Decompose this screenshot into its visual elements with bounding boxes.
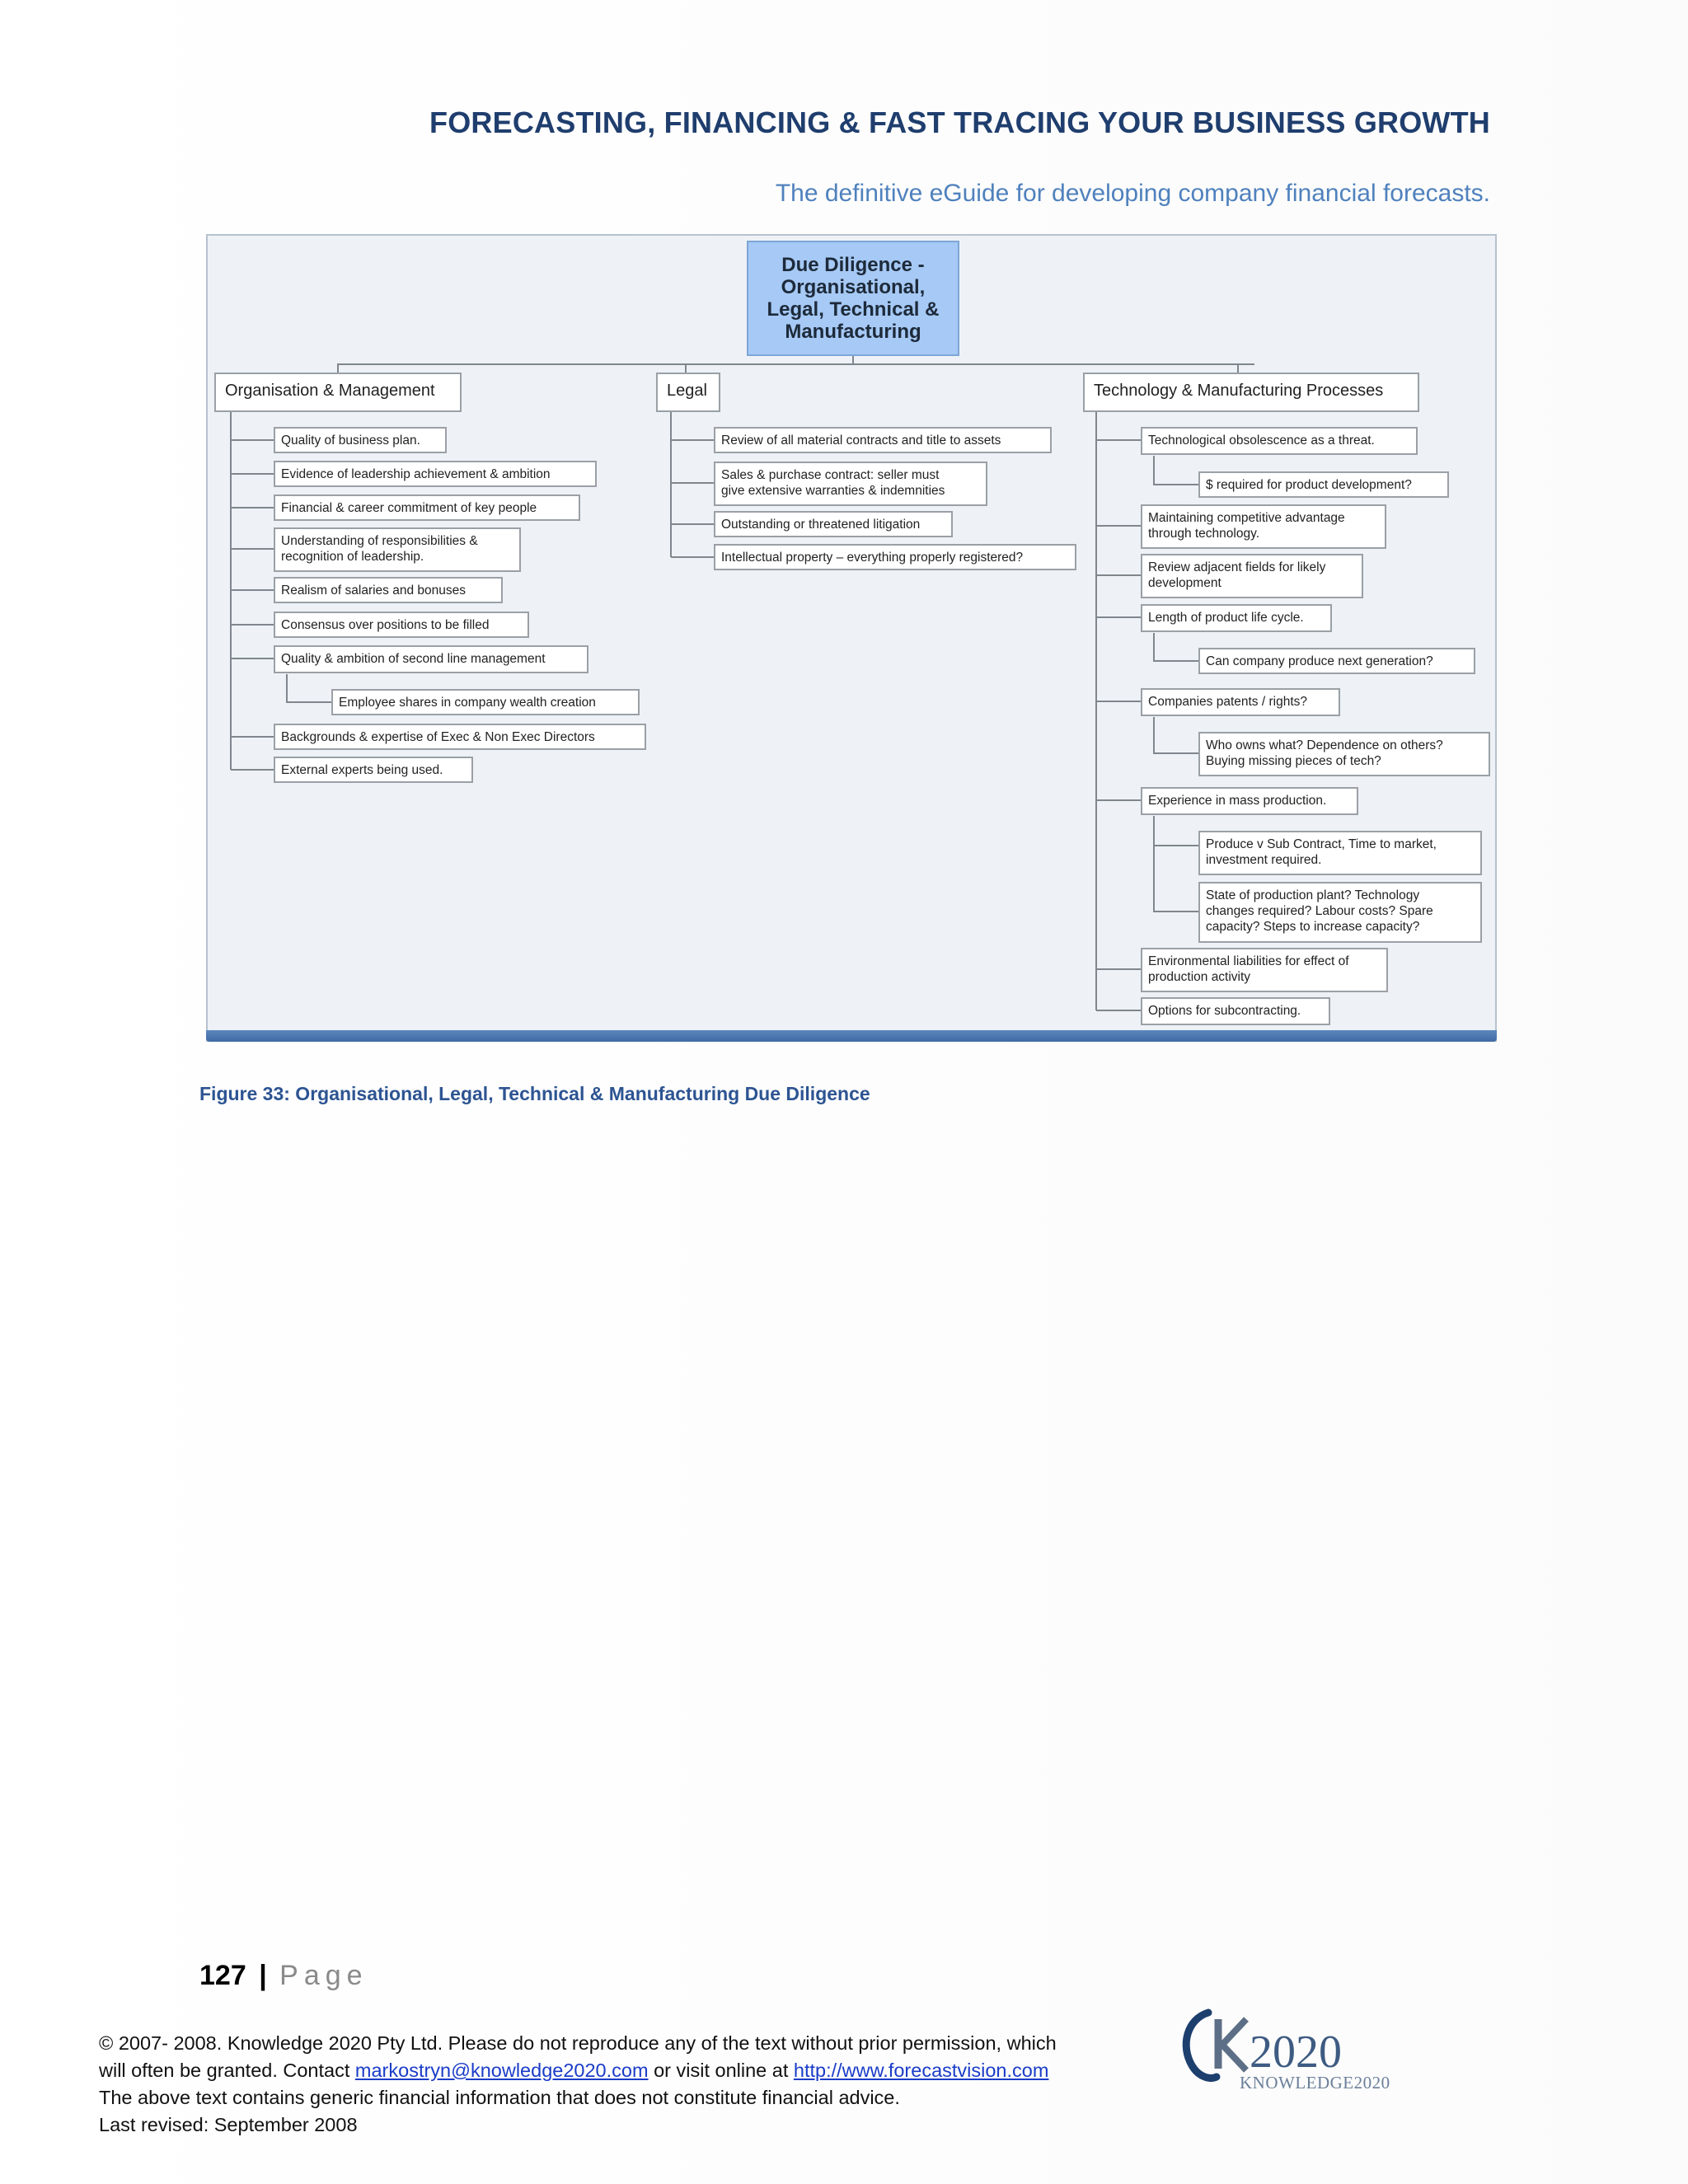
org-item: Evidence of leadership achievement & ambition: [274, 461, 597, 487]
logo-mark-icon: [1180, 1994, 1428, 2102]
branch-technology-manufacturing: Technology & Manufacturing Processes: [1083, 373, 1419, 412]
page-word: Page: [279, 1960, 368, 1991]
knowledge2020-logo: [1180, 1994, 1428, 2102]
tech-item: Companies patents / rights?: [1141, 688, 1340, 716]
tech-item: Review adjacent fields for likely development: [1141, 554, 1363, 598]
org-item: Backgrounds & expertise of Exec & Non Exec Directors: [274, 724, 646, 750]
footer-line-1: © 2007- 2008. Knowledge 2020 Pty Ltd. Please do not reproduce any of the text without prior permission, which: [99, 2032, 1057, 2054]
tech-item: Environmental liabilities for effect of production activity: [1141, 948, 1388, 992]
copyright-footer: [99, 2030, 1154, 2139]
branch-organisation-management: Organisation & Management: [214, 373, 462, 412]
due-diligence-diagram: [206, 234, 1497, 1042]
org-item: Quality of business plan.: [274, 427, 447, 453]
branch-legal: Legal: [656, 373, 720, 412]
org-subitem: Employee shares in company wealth creation: [331, 689, 640, 715]
org-item: Financial & career commitment of key people: [274, 494, 580, 521]
website-link[interactable]: http://www.forecastvision.com: [793, 2060, 1049, 2081]
document-header-subtitle: The definitive eGuide for developing company financial forecasts.: [775, 180, 1490, 207]
root-node-due-diligence: Due Diligence - Organisational, Legal, Technical & Manufacturing: [747, 241, 959, 356]
tech-subitem: Who owns what? Dependence on others? Buying missing pieces of tech?: [1198, 732, 1490, 776]
tech-item: Technological obsolescence as a threat.: [1141, 427, 1418, 455]
email-link[interactable]: markostryn@knowledge2020.com: [354, 2060, 649, 2081]
footer-line-2: [99, 2057, 1154, 2084]
footer-line-4: Last revised: September 2008: [99, 2114, 358, 2135]
logo-wordmark-text: KNOWLEDGE2020: [1240, 2073, 1390, 2093]
page-number-separator: |: [259, 1960, 267, 1991]
org-item: Quality & ambition of second line management: [274, 645, 588, 673]
legal-item: Sales & purchase contract: seller must give extensive warranties & indemnities: [714, 462, 987, 506]
tech-subitem: $ required for product development?: [1198, 471, 1449, 498]
document-header-title: FORECASTING, FINANCING & FAST TRACING YOUR BUSINESS GROWTH: [429, 105, 1490, 139]
legal-item: Outstanding or threatened litigation: [714, 511, 953, 537]
org-item: Consensus over positions to be filled: [274, 612, 529, 638]
tech-subitem: Can company produce next generation?: [1198, 648, 1475, 674]
footer-visit-text: or visit online at: [648, 2060, 794, 2081]
footer-line-3: The above text contains generic financial information that does not constitute financial advice.: [99, 2087, 900, 2108]
page-number: [199, 1960, 368, 1992]
tech-subitem: State of production plant? Technology changes required? Labour costs? Spare capacity? Steps to increase capacity?: [1198, 882, 1482, 943]
page-number-value: 127: [199, 1960, 246, 1991]
figure-caption: Figure 33: Organisational, Legal, Technical & Manufacturing Due Diligence: [199, 1083, 870, 1104]
footer-contact-text: will often be granted. Contact: [99, 2060, 355, 2081]
legal-item: Intellectual property – everything properly registered?: [714, 544, 1076, 570]
org-item: Realism of salaries and bonuses: [274, 577, 503, 603]
logo-mark-text: 2020: [1250, 2027, 1342, 2078]
legal-item: Review of all material contracts and title to assets: [714, 427, 1052, 453]
org-item: Understanding of responsibilities & recognition of leadership.: [274, 527, 521, 572]
tech-item: Options for subcontracting.: [1141, 997, 1330, 1025]
tech-item: Maintaining competitive advantage through technology.: [1141, 504, 1386, 549]
figure-bottom-border: [206, 1030, 1497, 1042]
tech-subitem: Produce v Sub Contract, Time to market, investment required.: [1198, 831, 1482, 875]
org-item: External experts being used.: [274, 757, 473, 783]
tech-item: Experience in mass production.: [1141, 787, 1358, 815]
tech-item: Length of product life cycle.: [1141, 604, 1332, 632]
